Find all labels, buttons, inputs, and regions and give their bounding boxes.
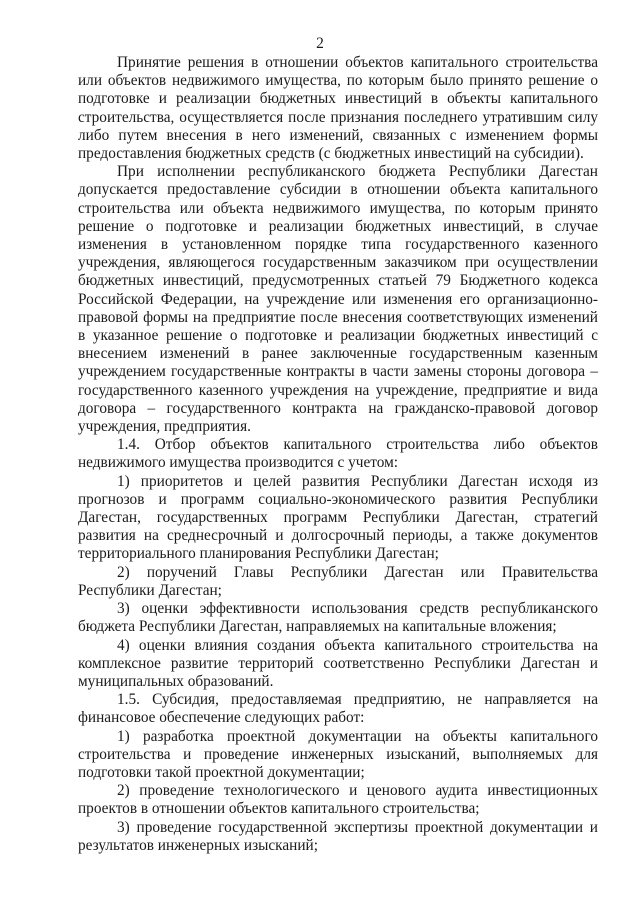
list-item-1-5-1: 1) разработка проектной документации на объекты капитального строительства и проведение инженерных изысканий, выполняемых для подготовки такой проектной документации;: [78, 727, 598, 781]
document-body: [78, 54, 598, 855]
list-item-1-4-3: 3) оценки эффективности использования средств республиканского бюджета Республики Дагестан, направляемых на капитальные вложения;: [78, 600, 598, 636]
list-item-1-4-2: 2) поручений Главы Республики Дагестан или Правительства Республики Дагестан;: [78, 563, 598, 599]
paragraph-decision: Принятие решения в отношении объектов капитального строительства или объектов недвижимого имущества, по которым было принято решение о подготовке и реализации бюджетных инвестиций в объекты капитального строительства, осуществляется после признания последнего утратившим силу либо путем внесения в него изменений, связанных с изменением формы предоставления бюджетных средств (с бюджетных инвестиций на субсидии).: [78, 54, 598, 163]
list-item-1-4-4: 4) оценки влияния создания объекта капитального строительства на комплексное развитие территорий соответственно Республики Дагестан и муниципальных образований.: [78, 636, 598, 690]
page-number: 2: [316, 35, 324, 52]
list-item-1-5-3: 3) проведение государственной экспертизы проектной документации и результатов инженерных изысканий;: [78, 818, 598, 854]
list-item-1-4-1: 1) приоритетов и целей развития Республики Дагестан исходя из прогнозов и программ социально-экономического развития Республики Дагестан, государственных программ Республики Дагестан, стратегий развития на среднесрочный и долгосрочный периоды, а также документов территориального планирования Республики Дагестан;: [78, 472, 598, 563]
paragraph-1-5: 1.5. Субсидия, предоставляемая предприятию, не направляется на финансовое обеспечение следующих работ:: [78, 691, 598, 727]
paragraph-1-4: 1.4. Отбор объектов капитального строительства либо объектов недвижимого имущества производится с учетом:: [78, 436, 598, 472]
list-item-1-5-2: 2) проведение технологического и ценового аудита инвестиционных проектов в отношении объектов капитального строительства;: [78, 782, 598, 818]
paragraph-budget-execution: При исполнении республиканского бюджета Республики Дагестан допускается предоставление субсидии в отношении объекта капитального строительства или объекта недвижимого имущества, по которым принято решение о подготовке и реализации бюджетных инвестиций, в случае изменения в установленном порядке типа государственного казенного учреждения, являющегося государственным заказчиком при осуществлении бюджетных инвестиций, предусмотренных статьей 79 Бюджетного кодекса Российской Федерации, на учреждение или изменения его организационно-правовой формы на предприятие после внесения соответствующих изменений в указанное решение о подготовке и реализации бюджетных инвестиций с внесением изменений в ранее заключенные государственным казенным учреждением государственные контракты в части замены стороны договора – государственного казенного учреждения на учреждение, предприятие и вида договора – государственного контракта на гражданско-правовой договор учреждения, предприятия.: [78, 163, 598, 436]
